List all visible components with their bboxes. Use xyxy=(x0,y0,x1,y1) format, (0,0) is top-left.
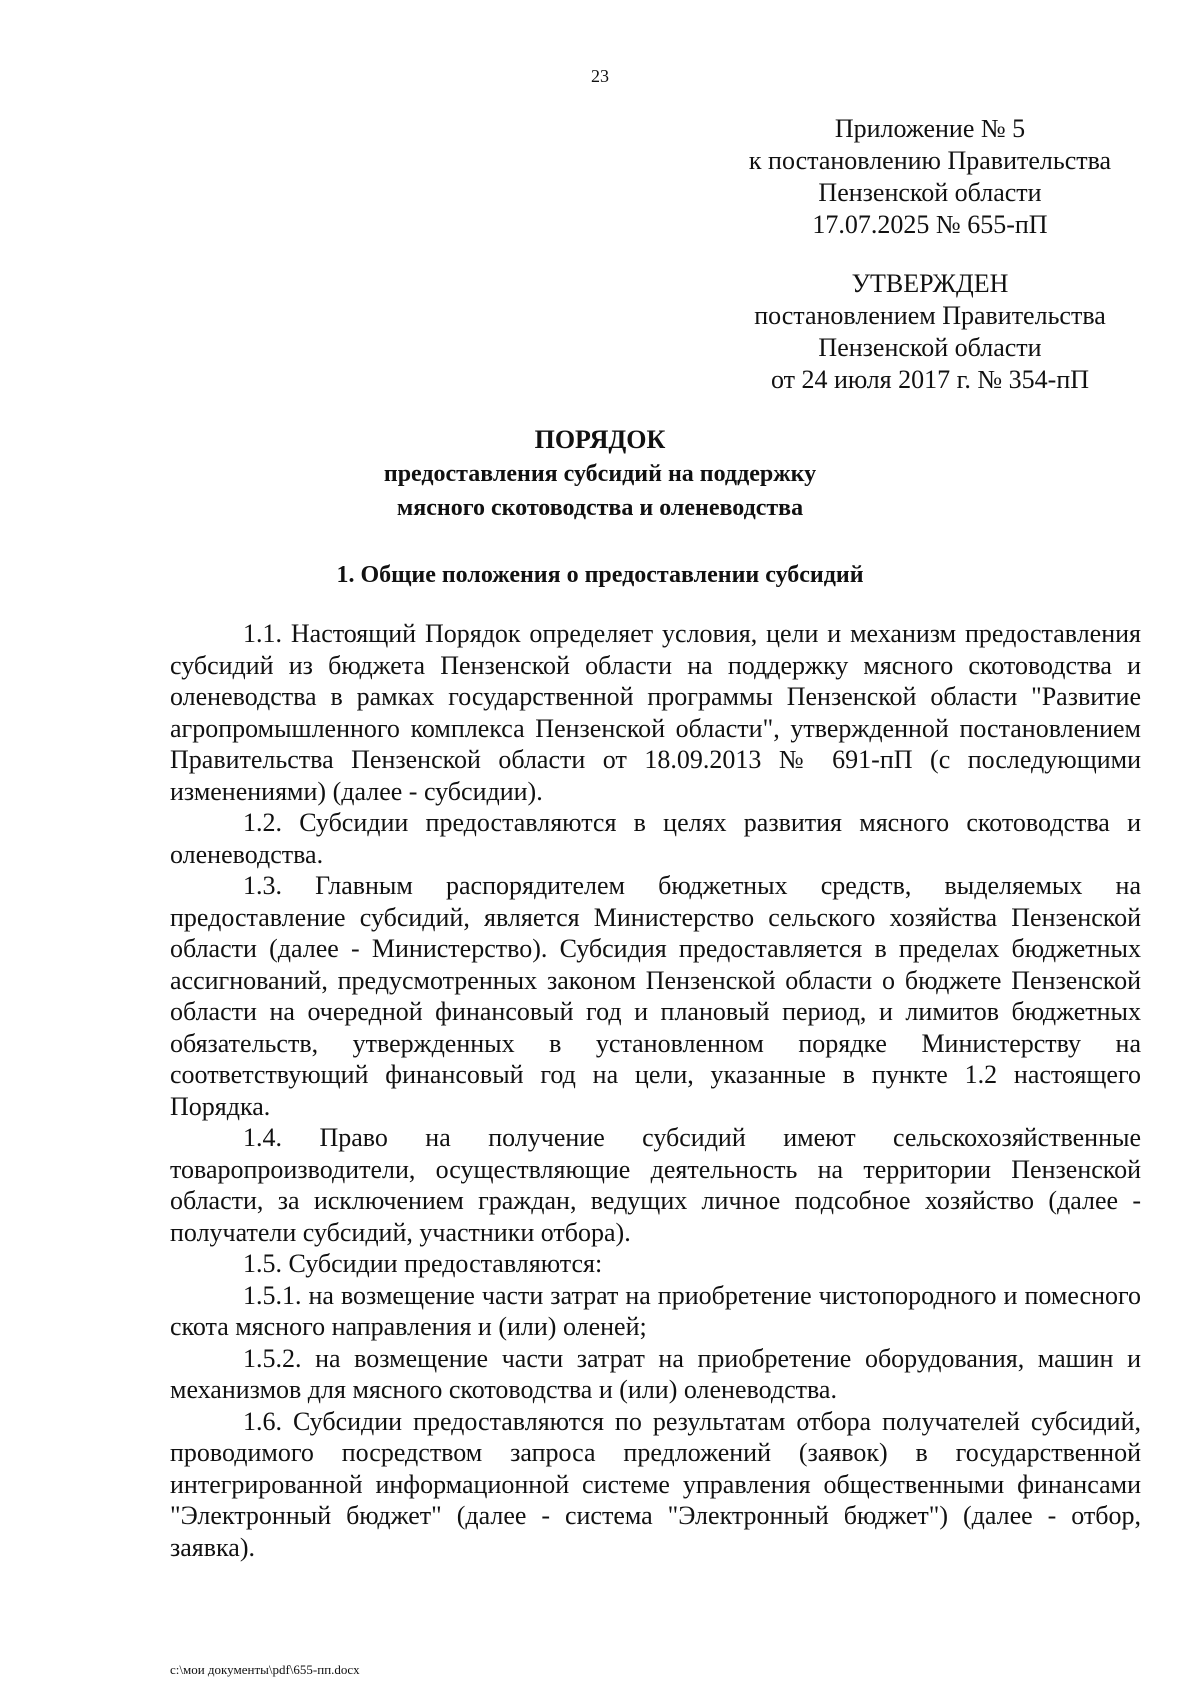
approved-line: постановлением Правительства xyxy=(754,301,1106,330)
paragraph-1-5-2: 1.5.2. на возмещение части затрат на приобретение оборудования, машин и механизмов для мясного скотоводства и (или) оленеводства. xyxy=(170,1343,1141,1404)
section-heading: 1. Общие положения о предоставлении субсидий xyxy=(336,562,864,588)
title-main: ПОРЯДОК xyxy=(534,425,666,454)
paragraph-1-5: 1.5. Субсидии предоставляются: xyxy=(243,1249,603,1278)
approved-block xyxy=(700,268,1160,396)
appendix-line: Приложение № 5 xyxy=(834,114,1026,143)
appendix-block xyxy=(700,113,1160,241)
paragraph-1-5-1: 1.5.1. на возмещение части затрат на приобретение чистопородного и помесного скота мясного направления и (или) оленей; xyxy=(170,1280,1141,1341)
paragraph-1-1: 1.1. Настоящий Порядок определяет условия, цели и механизм предоставления субсидий из бюджета Пензенской области на поддержку мясного скотоводства и оленеводства в рамках государственной программы Пензенской области "Развитие агропромышленного комплекса Пензенской области", утвержденной постановлением Правительства Пензенской области от 18.09.2013 № 691-пП (с последующими изменениями) (далее - субсидии). xyxy=(170,619,1141,806)
approved-line: Пензенской области xyxy=(818,333,1042,362)
appendix-line: к постановлению Правительства xyxy=(748,146,1112,175)
page-number: 23 xyxy=(591,66,609,86)
paragraph-1-4: 1.4. Право на получение субсидий имеют сельскохозяйственные товаропроизводители, осуществляющие деятельность на территории Пензенской области, за исключением граждан, ведущих личное подсобное хозяйство (далее - получатели субсидий, участники отбора). xyxy=(170,1123,1141,1247)
paragraph-1-6: 1.6. Субсидии предоставляются по результатам отбора получателей субсидий, проводимого посредством запроса предложений (заявок) в государственной интегрированной информационной системе управления общественными финансами "Электронный бюджет" (далее - система "Электронный бюджет") (далее - отбор, заявка). xyxy=(170,1406,1141,1562)
footer-file-path: c:\мои документы\pdf\655-пп.docx xyxy=(170,1662,360,1677)
approved-line: УТВЕРЖДЕН xyxy=(851,269,1009,298)
appendix-line: 17.07.2025 № 655-пП xyxy=(812,210,1048,239)
title-subtitle-line: предоставления субсидий на поддержку xyxy=(383,461,817,487)
document-title xyxy=(0,423,1200,525)
paragraph-1-3: 1.3. Главным распорядителем бюджетных средств, выделяемых на предоставление субсидий, является Министерство сельского хозяйства Пензенской области (далее - Министерство). Субсидия предоставляется в пределах бюджетных ассигнований, предусмотренных законом Пензенской области о бюджете Пензенской области на очередной финансовый год и плановый период, и лимитов бюджетных обязательств, утвержденных в установленном порядке Министерству на соответствующий финансовый год на цели, указанные в пункте 1.2 настоящего Порядка. xyxy=(170,871,1141,1121)
paragraph-1-2: 1.2. Субсидии предоставляются в целях развития мясного скотоводства и оленеводства. xyxy=(170,808,1141,869)
approved-line: от 24 июля 2017 г. № 354-пП xyxy=(770,365,1090,394)
body-text xyxy=(170,618,1141,1563)
title-subtitle-line: мясного скотоводства и оленеводства xyxy=(396,495,804,521)
appendix-line: Пензенской области xyxy=(818,178,1042,207)
